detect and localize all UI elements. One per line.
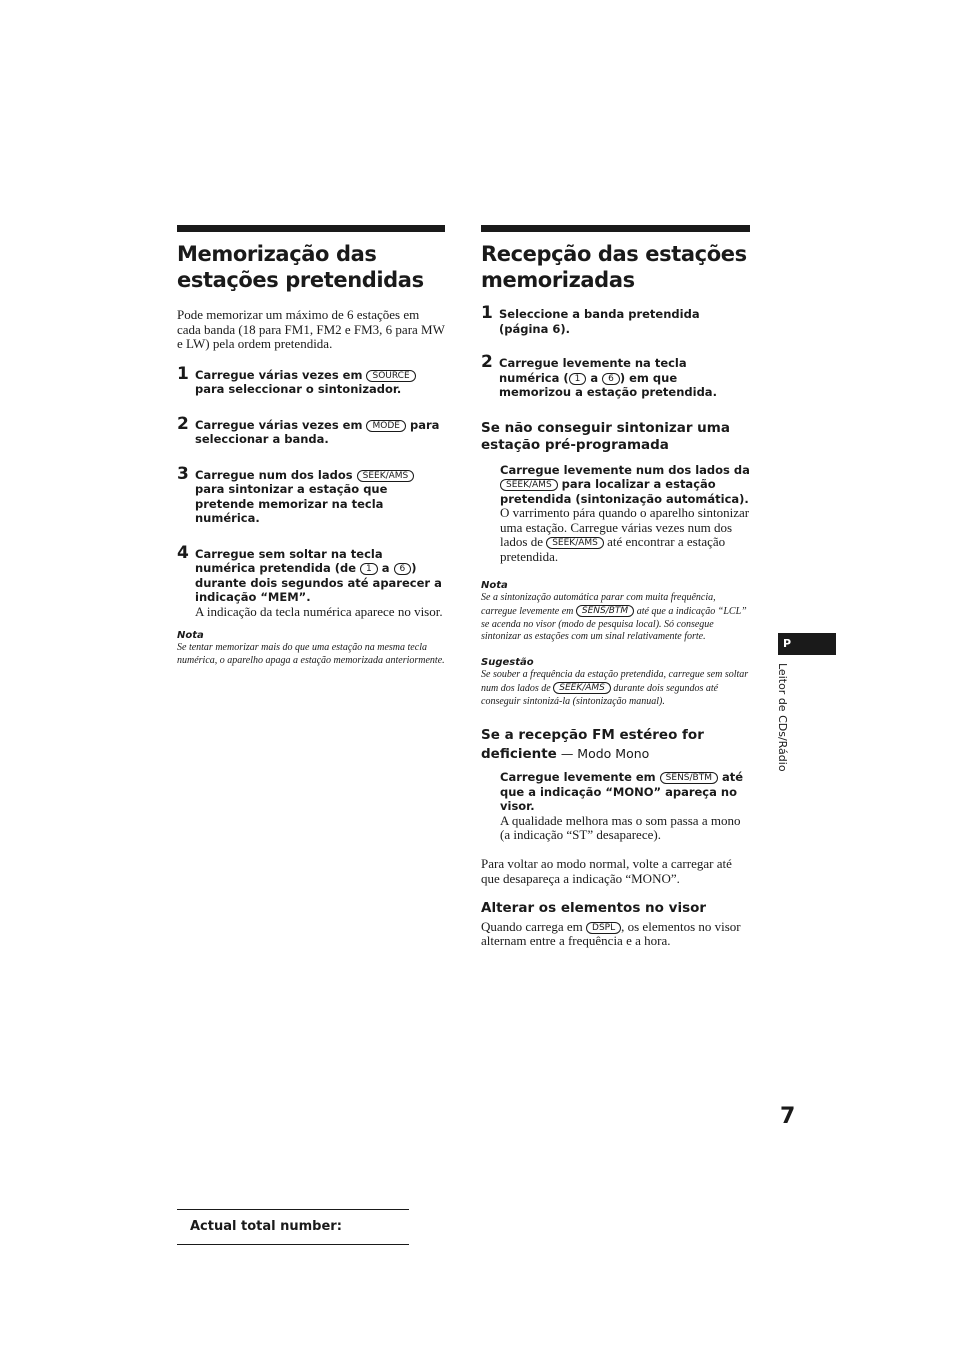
right-step-1	[481, 303, 750, 336]
step-text: Carregue levemente na tecla numérica (	[499, 356, 687, 385]
note-text-part: Se a sintonização automática parar com muita frequência, carregue levemente em	[481, 592, 716, 618]
left-title: Memorização das estações pretendidas	[177, 242, 424, 292]
step-text: para seleccionar o sintonizador.	[195, 382, 402, 397]
section-heading-preset-fail: Se não conseguir sintonizar uma estação pré-programada	[481, 419, 730, 453]
step-text: Seleccione a banda pretendida (página 6).	[499, 307, 700, 336]
note-text-part: até que a indicação “LCL” se acenda no visor (modo de pesquisa local). Só consegue sintonizar as estações com um sinal relativamente forte.	[481, 606, 747, 643]
body-text: O varrimento pára quando o aparelho sintonizar uma estação. Carregue várias vezes num dos lados de	[500, 505, 750, 550]
step-text: ) durante dois segundos até aparecer a indicação “MEM”.	[195, 561, 442, 605]
right-step-2	[481, 352, 750, 400]
section-rule	[177, 225, 445, 232]
note-text	[481, 592, 750, 644]
note-title: Nota	[481, 580, 508, 592]
left-step-1	[177, 363, 445, 397]
body-text: A qualidade melhora mas o som passa a mono (a indicação “ST” desaparece).	[500, 812, 741, 843]
page-number: 7	[780, 1104, 796, 1129]
step-text: Carregue várias vezes em	[195, 367, 363, 382]
step-number: 2	[177, 413, 189, 434]
step-number: 1	[481, 303, 493, 323]
right-title: Recepção das estações memorizadas	[481, 242, 747, 292]
step-text: a	[590, 370, 599, 385]
heading-text: Se a recepção FM estéreo for deficiente	[481, 727, 704, 762]
seek-ams-key: SEEK/AMS	[553, 682, 611, 694]
sens-btm-key: SENS/BTM	[576, 605, 634, 617]
step-number: 1	[177, 363, 189, 384]
tip-text-part: Se souber a frequência da estação pretendida, carregue sem soltar num dos lados de	[481, 669, 749, 694]
sens-btm-key: SENS/BTM	[660, 772, 718, 784]
step-text: ) em que memorizou a estação pretendida.	[499, 370, 717, 399]
body-text: Para voltar ao modo normal, volte a carregar até que desapareça a indicação “MONO”.	[481, 855, 732, 886]
step-text: Carregue sem soltar na tecla numérica pretendida (de	[195, 546, 383, 576]
seek-ams-key: SEEK/AMS	[500, 479, 558, 491]
instruction-text: até que a indicação “MONO” apareça no visor.	[500, 770, 744, 814]
step-description: A indicação da tecla numérica aparece no visor.	[195, 603, 443, 619]
section-heading-display: Alterar os elementos no visor	[481, 900, 707, 917]
mode-key: MODE	[366, 420, 405, 432]
body-text	[481, 920, 750, 949]
step-text: a	[381, 561, 390, 576]
step-text: para sintonizar a estação que pretende memorizar na tecla numérica.	[195, 482, 388, 526]
tip-text-part: durante dois segundos até conseguir sintonizá-la (sintonização manual).	[481, 682, 719, 707]
source-key: SOURCE	[366, 370, 415, 382]
body-text-part: , os elementos no visor alternam entre a frequência e a hora.	[481, 918, 741, 949]
seek-ams-key: SEEK/AMS	[357, 470, 415, 482]
tip-title: Sugestão	[481, 657, 534, 669]
note-title: Nota	[177, 630, 204, 642]
left-step-2	[177, 413, 445, 447]
step-text: para seleccionar a banda.	[195, 417, 440, 447]
body-text-part: Quando carrega em	[481, 918, 583, 934]
step-number: 4	[177, 542, 189, 563]
total-number-box	[177, 1209, 409, 1245]
section-rule	[481, 225, 750, 232]
section-side-label: Leitor de CDs/Rádio	[776, 663, 789, 772]
dspl-key: DSPL	[586, 922, 621, 934]
left-step-3	[177, 463, 445, 526]
preset-key-6: 6	[394, 563, 412, 575]
body-text: até encontrar a estação pretendida.	[500, 534, 726, 564]
heading-suffix: — Modo Mono	[556, 745, 650, 761]
section-heading-fm-stereo	[481, 727, 750, 763]
left-step-4	[177, 542, 445, 620]
step-number: 2	[481, 352, 493, 372]
step-number: 3	[177, 463, 189, 484]
preset-key-1: 1	[360, 563, 378, 575]
preset-key-1: 1	[569, 373, 587, 385]
note-text: Se tentar memorizar mais do que uma estação na mesma tecla numérica, o aparelho apaga a estação memorizada anteriormente.	[177, 642, 445, 667]
right-column	[481, 225, 750, 949]
instruction-text: Carregue levemente num dos lados da	[500, 462, 750, 477]
language-tab: P	[778, 633, 836, 655]
tip-text	[481, 669, 750, 708]
step-text: Carregue várias vezes em	[195, 417, 363, 432]
left-column	[177, 225, 445, 668]
seek-ams-key: SEEK/AMS	[546, 537, 604, 549]
preset-key-6: 6	[602, 373, 620, 385]
total-number-label: Actual total number:	[190, 1219, 342, 1234]
section-body	[481, 770, 750, 843]
left-intro: Pode memorizar um máximo de 6 estações em cada banda (18 para FM1, FM2 e FM3, 6 para MW e LW) pela ordem pretendida.	[177, 307, 445, 352]
instruction-text: Carregue levemente em	[500, 770, 656, 785]
instruction-text: para localizar a estação pretendida (sintonização automática).	[500, 477, 749, 506]
step-text: Carregue num dos lados	[195, 467, 353, 482]
section-body	[481, 463, 750, 565]
